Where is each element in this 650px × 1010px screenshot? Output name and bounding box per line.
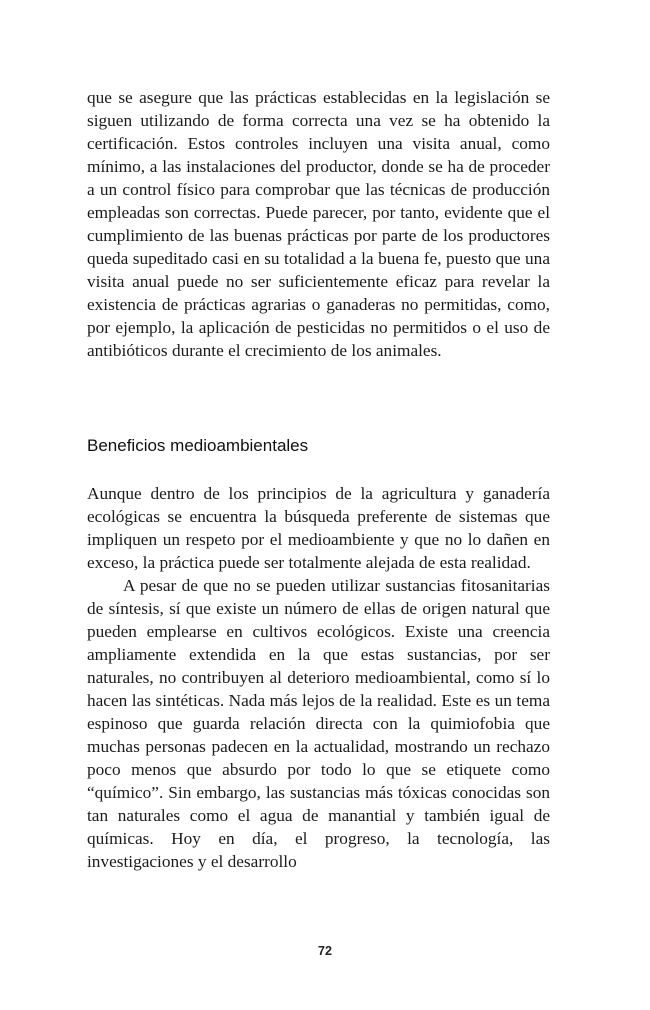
section-paragraph-2: A pesar de que no se pueden utilizar sustancias fitosanitarias de síntesis, sí que existe un número de ellas de origen natural que pueden emplearse en cultivos ecológicos. Existe una creencia ampliamente extendida en la que estas sustancias, por ser naturales, no contribuyen al deterioro medioambiental, como sí lo hacen las sintéticas. Nada más lejos de la realidad. Este es un tema espinoso que guarda relación directa con la quimiofobia que muchas personas padecen en la actualidad, mostrando un rechazo poco menos que absurdo por todo lo que se etiquete como “químico”. Sin embargo, las sustancias más tóxicas conocidas son tan naturales como el agua de manantial y también igual de químicas. Hoy en día, el progreso, la tecnología, las investigaciones y el desarrollo: [87, 576, 550, 871]
paragraph-continued: que se asegure que las prácticas establecidas en la legislación se siguen utilizando de forma correcta una vez se ha obtenido la certificación. Estos controles incluyen una visita anual, como mínimo, a las instalaciones del productor, donde se ha de proceder a un control físico para comprobar que las técnicas de producción empleadas son correctas. Puede parecer, por tanto, evidente que el cumplimiento de las buenas prácticas por parte de los productores queda supeditado casi en su totalidad a la buena fe, puesto que una visita anual puede no ser suficientemente eficaz para revelar la existencia de prácticas agrarias o ganaderas no permitidas, como, por ejemplo, la aplicación de pesticidas no permitidos o el uso de antibióticos durante el crecimiento de los animales.: [87, 88, 550, 360]
page-body-top: [87, 86, 550, 362]
section-heading-container: [87, 434, 550, 458]
section-paragraph-1: Aunque dentro de los principios de la agricultura y ganadería ecológicas se encuentra la búsqueda preferente de sistemas que impliquen un respeto por el medioambiente y que no lo dañen en exceso, la práctica puede ser totalmente alejada de esta realidad.: [87, 484, 550, 572]
page-number: 72: [318, 944, 332, 958]
section-body: [87, 482, 550, 873]
section-heading: Beneficios medioambientales: [87, 436, 309, 455]
